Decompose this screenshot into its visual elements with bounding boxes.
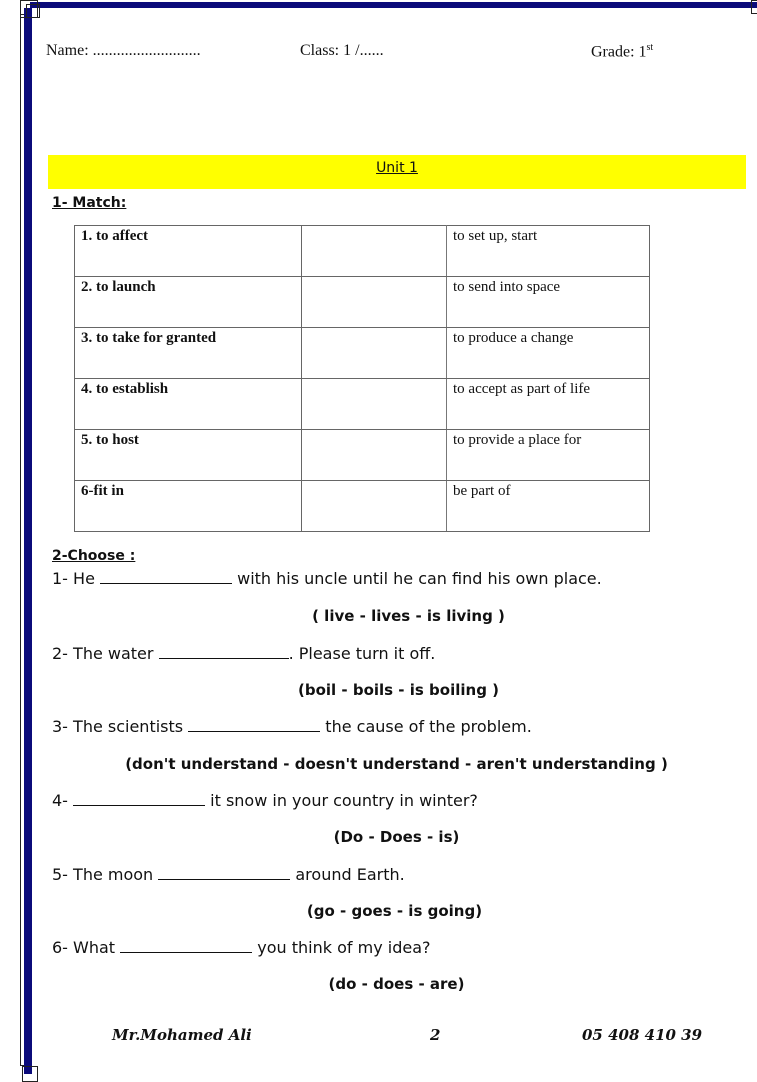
answer-blank[interactable]	[73, 791, 205, 806]
question-3-options: (don't understand - doesn't understand - aren't understanding )	[125, 755, 668, 773]
table-row	[75, 481, 650, 532]
match-definition: to accept as part of life	[447, 379, 650, 430]
answer-blank[interactable]	[159, 644, 289, 659]
footer-phone: 05 408 410 39	[582, 1026, 703, 1044]
unit-title: Unit 1	[376, 160, 418, 176]
unit-banner	[48, 155, 746, 189]
match-term: 5. to host	[75, 430, 302, 481]
table-row	[75, 226, 650, 277]
table-row	[75, 379, 650, 430]
match-section-title: 1- Match:	[52, 195, 127, 211]
question-2	[52, 644, 435, 663]
name-field[interactable]: Name: ...........................	[46, 42, 201, 59]
answer-blank[interactable]	[188, 717, 320, 732]
answer-blank[interactable]	[100, 569, 232, 584]
question-suffix: around Earth.	[295, 865, 405, 884]
choose-section-title: 2-Choose :	[52, 548, 136, 564]
question-5	[52, 865, 405, 884]
match-answer-cell[interactable]	[302, 277, 447, 328]
match-definition: to set up, start	[447, 226, 650, 277]
answer-blank[interactable]	[120, 938, 252, 953]
page-border-top	[30, 2, 757, 8]
question-1	[52, 569, 602, 588]
question-suffix: the cause of the problem.	[325, 717, 532, 736]
footer-page-number: 2	[430, 1026, 441, 1044]
question-suffix: . Please turn it off.	[288, 644, 436, 663]
match-definition: to provide a place for	[447, 430, 650, 481]
question-prefix: 3- The scientists	[52, 717, 184, 736]
match-table	[74, 225, 650, 532]
match-definition: to produce a change	[447, 328, 650, 379]
question-4	[52, 791, 478, 810]
match-definition: to send into space	[447, 277, 650, 328]
question-prefix: 2- The water	[52, 644, 154, 663]
answer-blank[interactable]	[158, 865, 290, 880]
question-prefix: 4-	[52, 791, 68, 810]
match-term: 4. to establish	[75, 379, 302, 430]
question-4-options: (Do - Does - is)	[333, 828, 460, 846]
question-prefix: 1- He	[52, 569, 95, 588]
footer-author: Mr.Mohamed Ali	[112, 1026, 252, 1044]
grade-suffix: st	[646, 42, 654, 53]
match-term: 1. to affect	[75, 226, 302, 277]
match-term: 6-fit in	[75, 481, 302, 532]
grade-text: Grade: 1	[591, 43, 647, 61]
match-definition: be part of	[447, 481, 650, 532]
question-suffix: you think of my idea?	[257, 938, 431, 957]
question-prefix: 6- What	[52, 938, 116, 957]
match-answer-cell[interactable]	[302, 481, 447, 532]
table-row	[75, 430, 650, 481]
question-5-options: (go - goes - is going)	[306, 902, 483, 920]
table-row	[75, 328, 650, 379]
match-answer-cell[interactable]	[302, 430, 447, 481]
question-3	[52, 717, 532, 736]
question-2-options: (boil - boils - is boiling )	[297, 681, 500, 699]
grade-label	[591, 42, 653, 61]
class-field[interactable]: Class: 1 /......	[300, 42, 384, 59]
question-prefix: 5- The moon	[52, 865, 154, 884]
question-suffix: with his uncle until he can find his own place.	[237, 569, 602, 588]
match-answer-cell[interactable]	[302, 328, 447, 379]
match-answer-cell[interactable]	[302, 379, 447, 430]
match-answer-cell[interactable]	[302, 226, 447, 277]
match-term: 3. to take for granted	[75, 328, 302, 379]
border-corner-ornament-top-left-inner	[26, 4, 40, 18]
question-6	[52, 938, 431, 957]
question-6-options: (do - does - are)	[328, 975, 465, 993]
border-corner-ornament-top-right	[751, 0, 757, 14]
question-suffix: it snow in your country in winter?	[210, 791, 478, 810]
table-row	[75, 277, 650, 328]
match-term: 2. to launch	[75, 277, 302, 328]
worksheet-header	[46, 42, 686, 66]
question-1-options: ( live - lives - is living )	[312, 607, 505, 625]
